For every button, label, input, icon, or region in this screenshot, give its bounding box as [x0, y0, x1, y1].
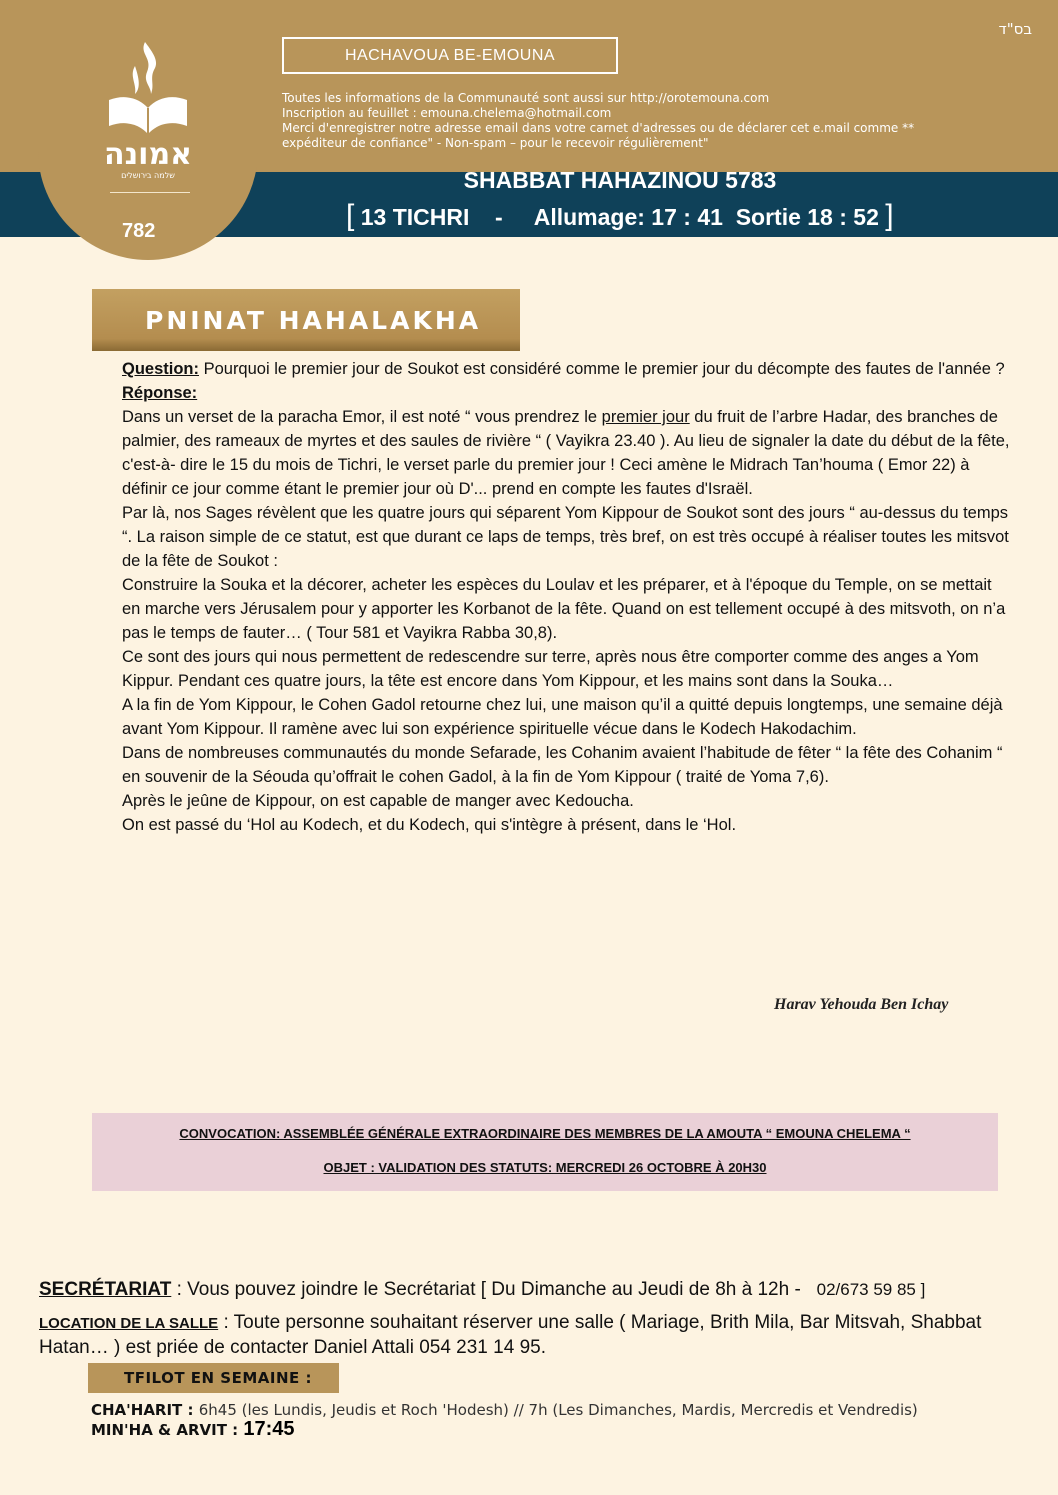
minha-time: 17:45: [243, 1418, 295, 1440]
convocation-line: CONVOCATION: ASSEMBLÉE GÉNÉRALE EXTRAORDINAIRE DES MEMBRES DE LA AMOUTA “ EMOUNA CHELEMA “: [179, 1126, 911, 1141]
underlined-phrase: premier jour: [601, 408, 690, 426]
minha-line: [91, 1418, 295, 1441]
candle-lighting-time: Allumage: 17 : 41: [533, 204, 723, 230]
chaharit-label: CHA'HARIT :: [91, 1401, 199, 1419]
secretariat-phone: 02/673 59 85 ]: [816, 1280, 926, 1299]
section-title: PNINAT HAHALAKHA: [92, 289, 520, 351]
question: [122, 357, 1012, 381]
question-label: Question:: [122, 360, 199, 378]
bracket-close: ]: [885, 199, 894, 232]
paragraph: Dans de nombreuses communautés du monde Sefarade, les Cohanim avaient l’habitude de fêter “ la fête des Cohanim “ en souvenir de la Séouda qu’offrait le cohen Gadol, à la fin de Yom Kippour ( traité de Yoma 7,6).: [122, 744, 1003, 786]
logo-subtext: שלמה בירושלים: [121, 171, 175, 180]
paragraph: Par là, nos Sages révèlent que les quatre jours qui séparent Yom Kippour de Soukot sont des jours “ au-dessus du temps “. La raison simple de ce statut, est que durant ce laps de temps, très bref, on est très occupé à réaliser toutes les mitsvot de la fête de Soukot :: [122, 504, 1009, 570]
logo-divider: [110, 192, 190, 193]
hebrew-date: 13 TICHRI: [360, 204, 470, 230]
paragraph: Après le jeûne de Kippour, on est capable de manger avec Kedoucha.: [122, 792, 634, 810]
info-line: Toutes les informations de la Communauté sont aussi sur http://orotemouna.com: [282, 91, 770, 105]
secretariat-label: SECRÉTARIAT: [39, 1279, 172, 1300]
secretariat-text: : Vous pouvez joindre le Secrétariat [ Du Dimanche au Jeudi de 8h à 12h -: [171, 1279, 807, 1300]
paragraph: On est passé du ‘Hol au Kodech, et du Kodech, qui s'intègre à présent, dans le ‘Hol.: [122, 816, 737, 834]
logo-wordmark: אמונה: [103, 137, 193, 172]
newsletter-title: HACHAVOUA BE-EMOUNA: [282, 37, 618, 74]
question-text: Pourquoi le premier jour de Soukot est considéré comme le premier jour du décompte des fautes de l'année ?: [199, 360, 1005, 378]
author-signature: Harav Yehouda Ben Ichay: [774, 996, 949, 1013]
chaharit-times: 6h45 (les Lundis, Jeudis et Roch 'Hodesh) // 7h (Les Dimanches, Mardis, Mercredis et Vendredis): [198, 1401, 918, 1419]
issue-number: 782: [122, 220, 156, 242]
minha-label: MIN'HA & ARVIT :: [91, 1421, 244, 1439]
zmanim-line: [346, 200, 894, 233]
info-line: Merci d'enregistrer notre adresse email dans votre carnet d'adresses ou de déclarer cet e.mail comme **: [282, 121, 915, 135]
paragraph: A la fin de Yom Kippour, le Cohen Gadol retourne chez lui, une maison qu’il a quitté depuis longtemps, une semaine déjà avant Yom Kippour. Il ramène avec lui son expérience spirituelle vécue dans le Kodech Hakodachim.: [122, 696, 1003, 738]
paragraph: Construire la Souka et la décorer, acheter les espèces du Loulav et les préparer, et à l'époque du Temple, on se mettait en marche vers Jérusalem pour y apporter les Korbanot de la fête. Quand on est tellement occupé à des mitsvoth, on n’a pas le temps de fauter… ( Tour 581 et Vayikra Rabba 30,8).: [122, 576, 1006, 642]
location-text: : Toute personne souhaitant réserver une salle ( Mariage, Brith Mila, Bar Mitsvah, Shabbat Hatan… ) est priée de contacter Daniel Attali 054 231 14 95.: [39, 1312, 982, 1358]
paragraph: Ce sont des jours qui nous permettent de redescendre sur terre, après nous être comporter comme des anges a Yom Kippur. Pendant ces quatre jours, la tête est encore dans Yom Kippour, et les mains sont dans la Souka…: [122, 648, 979, 690]
shabbat-title: SHABBAT HAHAZINOU 5783: [463, 167, 777, 193]
convocation-object: OBJET : VALIDATION DES STATUTS: MERCREDI 26 OCTOBRE À 20H30: [323, 1160, 767, 1175]
emouna-logo-icon: [95, 38, 201, 183]
paragraph: Dans un verset de la paracha Emor, il est noté “ vous prendrez le premier jour du fruit de l’arbre Hadar, des branches de palmier, des rameaux de myrtes et des saules de rivière “ ( Vayikra 23.40 ). Au lieu de signaler la date du début de la fête, c'est-à- dire le 15 du mois de Tichri, le verset parle du premier jour ! Ceci amène le Midrach Tan’houma ( Emor 22) à définir ce jour comme étant le premier jour où D'... prend en compte les fautes d'Israël.: [122, 408, 1010, 498]
bsd-mark: בס"ד: [998, 20, 1032, 38]
location-label: LOCATION DE LA SALLE: [39, 1315, 219, 1332]
tfilot-title: TFILOT EN SEMAINE :: [88, 1363, 339, 1393]
shabbat-end-time: Sortie 18 : 52: [735, 204, 879, 230]
info-block: [282, 91, 914, 151]
info-line: Inscription au feuillet : emouna.chelema@hotmail.com: [282, 106, 612, 120]
convocation-box: [92, 1113, 998, 1191]
reponse-label: Réponse:: [122, 384, 198, 402]
bracket-open: [: [346, 199, 355, 232]
location-info: [39, 1311, 1029, 1360]
info-line: expéditeur de confiance" - Non-spam – pour le recevoir régulièrement": [282, 136, 709, 150]
secretariat-info: [39, 1278, 925, 1302]
halakha-article: [122, 357, 1012, 837]
chaharit-line: [91, 1401, 918, 1419]
date-dash: -: [494, 204, 503, 230]
